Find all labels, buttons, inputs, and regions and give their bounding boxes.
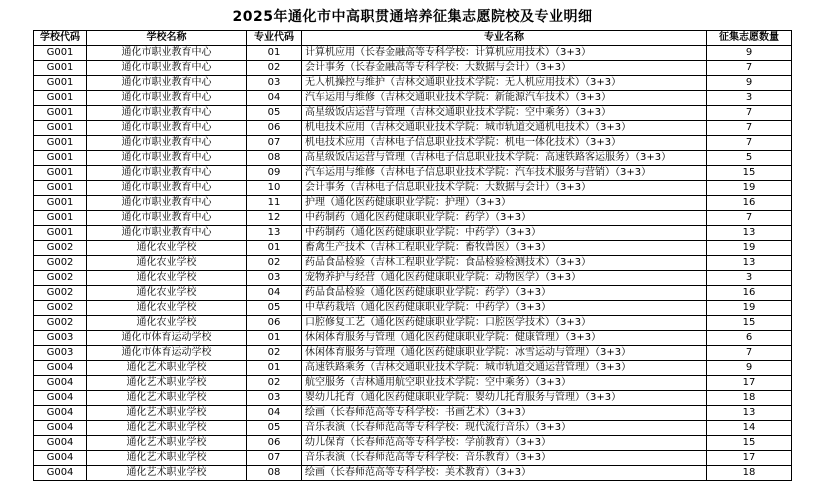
table-row [34,406,792,421]
table-row [34,301,792,316]
table-row [34,316,792,331]
school-name-cell: 通化市职业教育中心 [87,106,247,121]
table-row [34,451,792,466]
major-code-cell: 05 [247,106,302,121]
school-code-cell: G003 [34,346,87,361]
major-name-cell: 中药制药（通化医药健康职业学院：药学）（3+3） [302,211,707,226]
school-name-cell: 通化艺术职业学校 [87,466,247,481]
table-row [34,181,792,196]
school-code-cell: G001 [34,61,87,76]
quota-cell: 7 [707,121,792,136]
school-code-cell: G002 [34,286,87,301]
major-name-cell: 休闲体育服务与管理（通化医药健康职业学院：健康管理）（3+3） [302,331,707,346]
school-code-cell: G001 [34,136,87,151]
school-name-cell: 通化市职业教育中心 [87,211,247,226]
quota-cell: 5 [707,151,792,166]
quota-cell: 7 [707,346,792,361]
quota-cell: 9 [707,46,792,61]
school-name-cell: 通化艺术职业学校 [87,361,247,376]
school-name-cell: 通化市体育运动学校 [87,346,247,361]
major-code-header: 专业代码 [247,31,302,46]
school-name-cell: 通化农业学校 [87,301,247,316]
quota-cell: 19 [707,301,792,316]
major-name-cell: 药品食品检验（通化医药健康职业学院：药学）（3+3） [302,286,707,301]
major-code-cell: 01 [247,361,302,376]
major-code-cell: 07 [247,451,302,466]
major-code-cell: 08 [247,466,302,481]
table-row [34,166,792,181]
major-code-cell: 06 [247,121,302,136]
table-row [34,271,792,286]
quota-cell: 9 [707,361,792,376]
major-name-cell: 休闲体育服务与管理（通化医药健康职业学院：冰雪运动与管理）（3+3） [302,346,707,361]
school-name-cell: 通化艺术职业学校 [87,451,247,466]
major-name-cell: 音乐表演（长春师范高等专科学校：音乐教育）（3+3） [302,451,707,466]
major-code-cell: 11 [247,196,302,211]
school-code-cell: G001 [34,121,87,136]
school-code-cell: G004 [34,436,87,451]
major-name-cell: 会计事务（长春金融高等专科学校：大数据与会计）（3+3） [302,61,707,76]
school-name-cell: 通化艺术职业学校 [87,421,247,436]
major-code-cell: 10 [247,181,302,196]
major-code-cell: 02 [247,346,302,361]
quota-cell: 13 [707,226,792,241]
quota-cell: 3 [707,271,792,286]
major-code-cell: 02 [247,256,302,271]
school-code-cell: G002 [34,271,87,286]
quota-cell: 9 [707,76,792,91]
enrollment-table [33,30,792,481]
major-name-cell: 药品食品检验（吉林工程职业学院：食品检验检测技术）（3+3） [302,256,707,271]
major-code-cell: 13 [247,226,302,241]
school-code-cell: G002 [34,241,87,256]
quota-cell: 16 [707,286,792,301]
school-code-cell: G004 [34,466,87,481]
school-code-cell: G004 [34,376,87,391]
table-row [34,226,792,241]
major-code-cell: 03 [247,271,302,286]
major-code-cell: 02 [247,61,302,76]
school-code-cell: G001 [34,226,87,241]
table-row [34,211,792,226]
school-name-cell: 通化市职业教育中心 [87,46,247,61]
major-name-cell: 机电技术应用（吉林电子信息职业技术学院：机电一体化技术）（3+3） [302,136,707,151]
major-code-cell: 09 [247,166,302,181]
school-name-cell: 通化市职业教育中心 [87,61,247,76]
table-row [34,91,792,106]
quota-cell: 13 [707,406,792,421]
major-code-cell: 06 [247,436,302,451]
table-row [34,136,792,151]
major-code-cell: 05 [247,301,302,316]
major-code-cell: 02 [247,376,302,391]
school-name-cell: 通化艺术职业学校 [87,436,247,451]
quota-cell: 17 [707,376,792,391]
school-code-cell: G002 [34,316,87,331]
major-name-cell: 汽车运用与维修（吉林交通职业技术学院：新能源汽车技术）（3+3） [302,91,707,106]
table-row [34,196,792,211]
major-name-cell: 中药制药（通化医药健康职业学院：中药学）（3+3） [302,226,707,241]
school-name-cell: 通化市职业教育中心 [87,196,247,211]
major-name-cell: 无人机操控与维护（吉林交通职业技术学院：无人机应用技术）（3+3） [302,76,707,91]
quota-header: 征集志愿数量 [707,31,792,46]
table-row [34,391,792,406]
table-row [34,286,792,301]
table-row [34,151,792,166]
major-name-cell: 宠物养护与经营（通化医药健康职业学院：动物医学）（3+3） [302,271,707,286]
school-name-cell: 通化市体育运动学校 [87,331,247,346]
table-row [34,361,792,376]
major-code-cell: 12 [247,211,302,226]
school-name-cell: 通化市职业教育中心 [87,91,247,106]
school-name-cell: 通化艺术职业学校 [87,376,247,391]
major-name-cell: 绘画（长春师范高等专科学校：美术教育）（3+3） [302,466,707,481]
quota-cell: 15 [707,166,792,181]
school-code-cell: G004 [34,361,87,376]
table-row [34,466,792,481]
table-row [34,256,792,271]
school-code-cell: G001 [34,106,87,121]
table-row [34,346,792,361]
school-name-cell: 通化市职业教育中心 [87,121,247,136]
school-name-cell: 通化农业学校 [87,256,247,271]
school-name-cell: 通化市职业教育中心 [87,136,247,151]
school-name-header: 学校名称 [87,31,247,46]
quota-cell: 3 [707,91,792,106]
major-code-cell: 08 [247,151,302,166]
major-name-header: 专业名称 [302,31,707,46]
quota-cell: 13 [707,256,792,271]
quota-cell: 7 [707,211,792,226]
major-code-cell: 04 [247,406,302,421]
quota-cell: 15 [707,316,792,331]
table-row [34,331,792,346]
major-name-cell: 婴幼儿托育（通化医药健康职业学院：婴幼儿托育服务与管理）（3+3） [302,391,707,406]
header-row [34,31,792,46]
school-code-cell: G001 [34,211,87,226]
major-name-cell: 幼儿保育（长春师范高等专科学校：学前教育）（3+3） [302,436,707,451]
major-name-cell: 航空服务（吉林通用航空职业技术学院：空中乘务）（3+3） [302,376,707,391]
school-name-cell: 通化农业学校 [87,271,247,286]
quota-cell: 19 [707,181,792,196]
table-row [34,76,792,91]
table-row [34,106,792,121]
school-code-cell: G004 [34,451,87,466]
table-row [34,61,792,76]
major-code-cell: 01 [247,331,302,346]
major-code-cell: 03 [247,76,302,91]
quota-cell: 18 [707,391,792,406]
school-name-cell: 通化农业学校 [87,241,247,256]
table-row [34,46,792,61]
major-code-cell: 01 [247,241,302,256]
quota-cell: 19 [707,241,792,256]
table-header [34,31,792,46]
major-name-cell: 高星级饭店运营与管理（吉林交通职业技术学院：空中乘务）（3+3） [302,106,707,121]
major-code-cell: 07 [247,136,302,151]
major-name-cell: 高速铁路乘务（吉林交通职业技术学院：城市轨道交通运营管理）（3+3） [302,361,707,376]
major-name-cell: 绘画（长春师范高等专科学校：书画艺术）（3+3） [302,406,707,421]
school-code-cell: G001 [34,181,87,196]
major-name-cell: 会计事务（吉林电子信息职业技术学院：大数据与会计）（3+3） [302,181,707,196]
major-name-cell: 音乐表演（长春师范高等专科学校：现代流行音乐）（3+3） [302,421,707,436]
school-code-cell: G002 [34,256,87,271]
school-code-cell: G002 [34,301,87,316]
school-code-cell: G001 [34,196,87,211]
school-code-cell: G001 [34,46,87,61]
major-code-cell: 01 [247,46,302,61]
major-code-cell: 04 [247,91,302,106]
major-code-cell: 05 [247,421,302,436]
school-code-header: 学校代码 [34,31,87,46]
major-code-cell: 03 [247,391,302,406]
school-code-cell: G004 [34,391,87,406]
quota-cell: 18 [707,466,792,481]
school-code-cell: G001 [34,166,87,181]
school-code-cell: G001 [34,151,87,166]
major-name-cell: 高星级饭店运营与管理（吉林电子信息职业技术学院：高速铁路客运服务）（3+3） [302,151,707,166]
school-name-cell: 通化市职业教育中心 [87,181,247,196]
table-row [34,121,792,136]
table-row [34,241,792,256]
quota-cell: 7 [707,136,792,151]
major-name-cell: 汽车运用与维修（吉林电子信息职业技术学院：汽车技术服务与营销）（3+3） [302,166,707,181]
school-name-cell: 通化艺术职业学校 [87,406,247,421]
table-row [34,376,792,391]
school-code-cell: G004 [34,406,87,421]
school-name-cell: 通化农业学校 [87,316,247,331]
table-row [34,436,792,451]
major-name-cell: 畜禽生产技术（吉林工程职业学院：畜牧兽医）（3+3） [302,241,707,256]
school-code-cell: G001 [34,76,87,91]
school-name-cell: 通化市职业教育中心 [87,226,247,241]
major-name-cell: 护理（通化医药健康职业学院：护理）（3+3） [302,196,707,211]
school-name-cell: 通化市职业教育中心 [87,76,247,91]
school-name-cell: 通化市职业教育中心 [87,166,247,181]
quota-cell: 7 [707,106,792,121]
major-name-cell: 中草药栽培（通化医药健康职业学院：中药学）（3+3） [302,301,707,316]
quota-cell: 6 [707,331,792,346]
school-name-cell: 通化农业学校 [87,286,247,301]
quota-cell: 7 [707,61,792,76]
table-body [34,46,792,481]
school-name-cell: 通化市职业教育中心 [87,151,247,166]
table-row [34,421,792,436]
major-name-cell: 口腔修复工艺（通化医药健康职业学院：口腔医学技术）（3+3） [302,316,707,331]
document-title: 2025年通化市中高职贯通培养征集志愿院校及专业明细 [232,9,593,25]
quota-cell: 14 [707,421,792,436]
school-code-cell: G003 [34,331,87,346]
major-name-cell: 计算机应用（长春金融高等专科学校：计算机应用技术）（3+3） [302,46,707,61]
school-name-cell: 通化艺术职业学校 [87,391,247,406]
quota-cell: 16 [707,196,792,211]
major-name-cell: 机电技术应用（吉林交通职业技术学院：城市轨道交通机电技术）（3+3） [302,121,707,136]
school-code-cell: G001 [34,91,87,106]
major-code-cell: 04 [247,286,302,301]
quota-cell: 17 [707,451,792,466]
major-code-cell: 06 [247,316,302,331]
school-code-cell: G004 [34,421,87,436]
quota-cell: 15 [707,436,792,451]
